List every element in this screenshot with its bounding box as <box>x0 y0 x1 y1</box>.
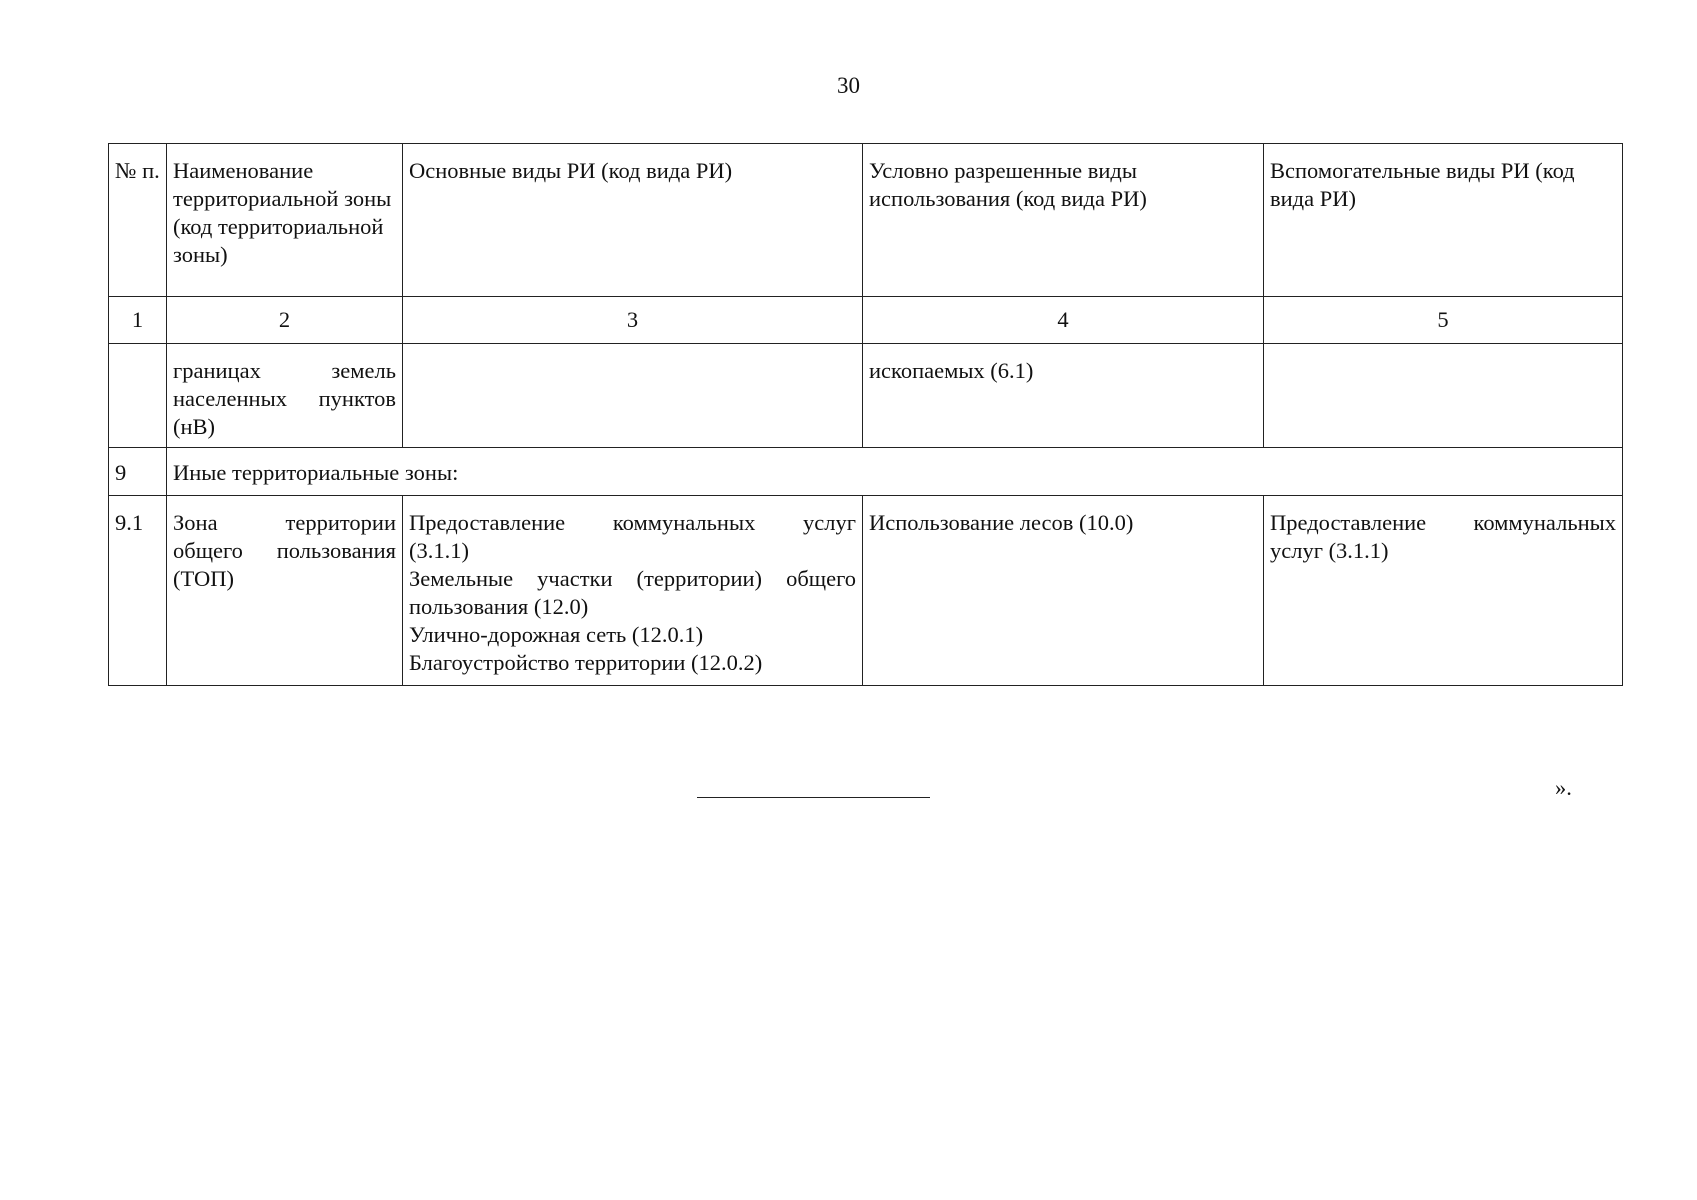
header-main-types: Основные виды РИ (код вида РИ) <box>403 144 863 297</box>
column-number: 1 <box>109 297 167 344</box>
table-row <box>109 496 1623 686</box>
header-auxiliary-types: Вспомогательные виды РИ (код вида РИ) <box>1264 144 1623 297</box>
group-num-cell: 9 <box>109 448 167 496</box>
main-type-line: Земельные участки (территории) общего <box>409 566 856 591</box>
zone-name-line: населенных пунктов <box>173 386 396 411</box>
auxiliary-type-line: Предоставление коммунальных <box>1270 510 1616 535</box>
column-number: 2 <box>167 297 403 344</box>
header-conditional-types: Условно разрешенные виды использования (код вида РИ) <box>863 144 1264 297</box>
table-header-row <box>109 144 1623 297</box>
group-row <box>109 448 1623 496</box>
column-number-row <box>109 297 1623 344</box>
zone-name-line: Зона территории <box>173 510 396 535</box>
column-number: 4 <box>863 297 1264 344</box>
main-type-line: Улично-дорожная сеть (12.0.1) <box>409 622 704 647</box>
row-num-cell <box>109 344 167 448</box>
zone-name-cell <box>167 496 403 686</box>
zone-name-cell <box>167 344 403 448</box>
main-type-line: Благоустройство территории (12.0.2) <box>409 650 763 675</box>
header-num: № п. <box>109 144 167 297</box>
column-number: 5 <box>1264 297 1623 344</box>
column-number: 3 <box>403 297 863 344</box>
auxiliary-types-cell <box>1264 344 1623 448</box>
main-type-line: (3.1.1) <box>409 538 469 563</box>
zones-table <box>108 143 1623 686</box>
conditional-types-cell: ископаемых (6.1) <box>863 344 1264 448</box>
main-type-line: Предоставление коммунальных услуг <box>409 510 856 535</box>
main-type-line: пользования (12.0) <box>409 594 589 619</box>
footer-rule <box>697 797 930 798</box>
main-types-cell <box>403 496 863 686</box>
zone-name-line: границах земель <box>173 358 396 383</box>
group-title-cell: Иные территориальные зоны: <box>167 448 1623 496</box>
auxiliary-type-line: услуг (3.1.1) <box>1270 538 1389 563</box>
table-row <box>109 344 1623 448</box>
page-number: 30 <box>837 73 860 98</box>
zone-name-line: общего пользования <box>173 538 396 563</box>
header-zone-name: Наименование территориальной зоны (код территориальной зоны) <box>167 144 403 297</box>
main-types-cell <box>403 344 863 448</box>
row-num-cell: 9.1 <box>109 496 167 686</box>
closing-quote-mark: ». <box>1555 775 1572 800</box>
zone-name-line: (нВ) <box>173 414 216 439</box>
conditional-types-cell: Использование лесов (10.0) <box>863 496 1264 686</box>
zone-name-line: (ТОП) <box>173 566 234 591</box>
auxiliary-types-cell <box>1264 496 1623 686</box>
